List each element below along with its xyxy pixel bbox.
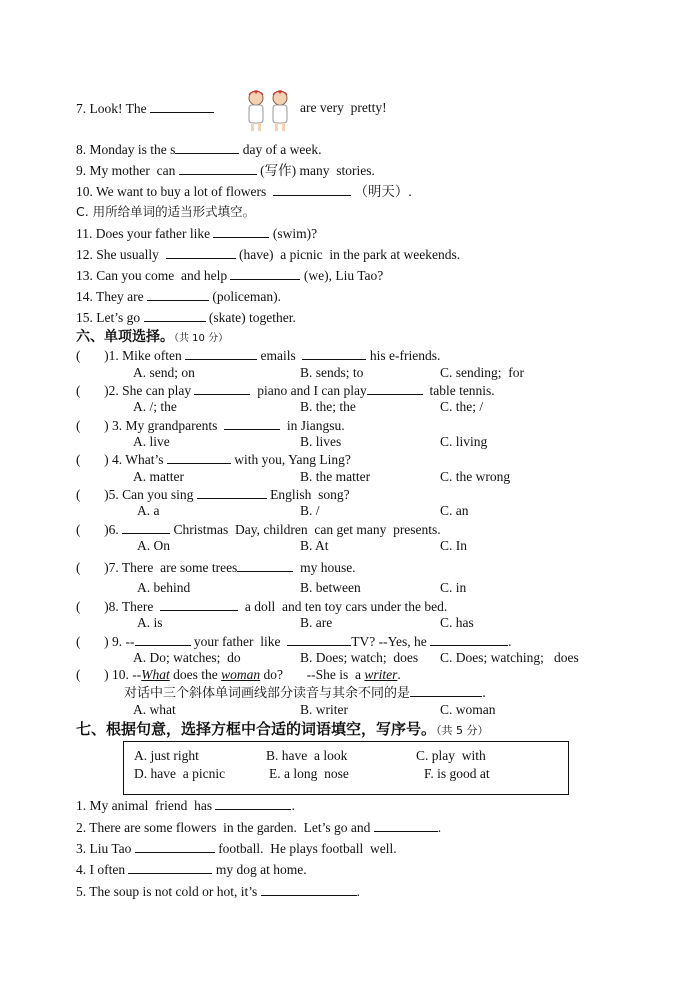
question-11: 11. Does your father like (swim)? <box>76 226 318 241</box>
answer-blank[interactable] <box>135 633 191 646</box>
option-c[interactable]: C. an <box>440 503 469 518</box>
option-b[interactable]: B. writer <box>300 702 348 717</box>
option-b[interactable]: B. lives <box>300 434 342 449</box>
answer-blank[interactable] <box>213 225 269 238</box>
answer-blank[interactable] <box>261 883 357 896</box>
answer-blank[interactable] <box>287 633 351 646</box>
word-bank-b: B. have a look <box>266 748 348 763</box>
option-b[interactable]: B. / <box>300 503 320 518</box>
mc-question-9: ( ) 9. -- your father like TV? --Yes, he . <box>76 634 512 649</box>
answer-blank[interactable] <box>367 382 423 395</box>
question-7: 7. Look! The <box>76 100 214 117</box>
word-bank-c: C. play with <box>416 748 486 763</box>
answer-blank[interactable] <box>430 633 508 646</box>
question-13: 13. Can you come and help (we), Liu Tao? <box>76 268 384 283</box>
option-b[interactable]: B. the; the <box>300 399 356 414</box>
option-c[interactable]: C. the; / <box>440 399 484 414</box>
option-a[interactable]: A. behind <box>137 580 191 595</box>
answer-blank[interactable] <box>175 141 239 154</box>
mc-question-4: ( ) 4. What’s with you, Yang Ling? <box>76 452 351 467</box>
answer-blank[interactable] <box>237 559 293 572</box>
answer-blank[interactable] <box>197 486 267 499</box>
answer-blank[interactable] <box>230 267 300 280</box>
word-bank-e: E. a long nose <box>269 766 349 781</box>
option-a[interactable]: A. a <box>137 503 160 518</box>
mc-question-5: ( )5. Can you sing English song? <box>76 487 350 502</box>
question-10: 10. We want to buy a lot of flowers （明天）. <box>76 184 412 199</box>
answer-blank[interactable] <box>215 797 291 810</box>
question-14: 14. They are (policeman). <box>76 289 281 304</box>
answer-blank[interactable] <box>374 819 438 832</box>
answer-blank[interactable] <box>122 521 170 534</box>
answer-blank[interactable] <box>128 861 212 874</box>
option-c[interactable]: C. the wrong <box>440 469 511 484</box>
option-b[interactable]: B. are <box>300 615 333 630</box>
option-a[interactable]: A. send; on <box>133 365 195 380</box>
answer-blank[interactable] <box>144 309 206 322</box>
mc-question-8: ( )8. There a doll and ten toy cars under the bed. <box>76 599 448 614</box>
section-6-title: 六、单项选择。（共 10 分） <box>76 329 229 345</box>
fill-question-1: 1. My animal friend has . <box>76 798 295 813</box>
option-b[interactable]: B. Does; watch; does <box>300 650 419 665</box>
answer-blank[interactable] <box>302 347 366 360</box>
part-c-title: C. 用所给单词的适当形式填空。 <box>76 204 256 219</box>
answer-blank[interactable] <box>273 183 351 196</box>
option-b[interactable]: B. At <box>300 538 329 553</box>
answer-blank[interactable] <box>185 347 257 360</box>
option-a[interactable]: A. what <box>133 702 176 717</box>
option-c[interactable]: C. In <box>440 538 467 553</box>
answer-blank[interactable] <box>135 840 215 853</box>
fill-question-3: 3. Liu Tao football. He plays football well. <box>76 841 397 856</box>
word-bank-f: F. is good at <box>424 766 490 781</box>
option-c[interactable]: C. living <box>440 434 488 449</box>
question-9: 9. My mother can (写作) many stories. <box>76 163 375 178</box>
word-bank-a: A. just right <box>134 748 199 763</box>
option-a[interactable]: A. is <box>137 615 163 630</box>
option-a[interactable]: A. /; the <box>133 399 177 414</box>
answer-blank[interactable] <box>150 100 214 113</box>
mc-question-1: ( )1. Mike often emails his e-friends. <box>76 348 441 363</box>
answer-blank[interactable] <box>179 162 257 175</box>
answer-blank[interactable] <box>147 288 209 301</box>
question-15: 15. Let’s go (skate) together. <box>76 310 296 325</box>
answer-blank[interactable] <box>410 684 482 697</box>
option-a[interactable]: A. matter <box>133 469 184 484</box>
two-nurses-picture-icon <box>240 88 296 132</box>
answer-blank[interactable] <box>224 417 280 430</box>
word-bank-d: D. have a picnic <box>134 766 226 781</box>
option-b[interactable]: B. the matter <box>300 469 371 484</box>
mc-question-10: ( ) 10. --What does the woman do? --She is a writer. <box>76 667 401 682</box>
option-a[interactable]: A. Do; watches; do <box>133 650 241 665</box>
option-a[interactable]: A. live <box>133 434 170 449</box>
fill-question-2: 2. There are some flowers in the garden. Let’s go and . <box>76 820 442 835</box>
fill-question-4: 4. I often my dog at home. <box>76 862 307 877</box>
option-a[interactable]: A. On <box>137 538 170 553</box>
option-c[interactable]: C. woman <box>440 702 496 717</box>
answer-blank[interactable] <box>160 598 238 611</box>
question-8: 8. Monday is the s day of a week. <box>76 142 322 157</box>
question-12: 12. She usually (have) a picnic in the park at weekends. <box>76 247 461 262</box>
answer-blank[interactable] <box>166 246 236 259</box>
question-7-post: are very pretty! <box>300 100 387 115</box>
option-c[interactable]: C. Does; watching; does <box>440 650 579 665</box>
answer-blank[interactable] <box>194 382 250 395</box>
option-c[interactable]: C. in <box>440 580 467 595</box>
mc-question-6: ( )6. Christmas Day, children can get many presents. <box>76 522 441 537</box>
mc-question-10-prompt: 对话中三个斜体单词画线部分读音与其余不同的是 . <box>124 686 487 701</box>
option-c[interactable]: C. sending; for <box>440 365 524 380</box>
fill-question-5: 5. The soup is not cold or hot, it’s . <box>76 884 361 899</box>
answer-blank[interactable] <box>167 451 231 464</box>
option-c[interactable]: C. has <box>440 615 474 630</box>
section-7-title: 七、根据句意，选择方框中合适的词语填空，写序号。（共 5 分） <box>76 720 489 738</box>
mc-question-2: ( )2. She can play piano and I can play table tennis. <box>76 383 495 398</box>
option-b[interactable]: B. between <box>300 580 361 595</box>
mc-question-7: ( )7. There are some trees my house. <box>76 560 356 575</box>
mc-question-3: ( ) 3. My grandparents in Jiangsu. <box>76 418 345 433</box>
option-b[interactable]: B. sends; to <box>300 365 364 380</box>
